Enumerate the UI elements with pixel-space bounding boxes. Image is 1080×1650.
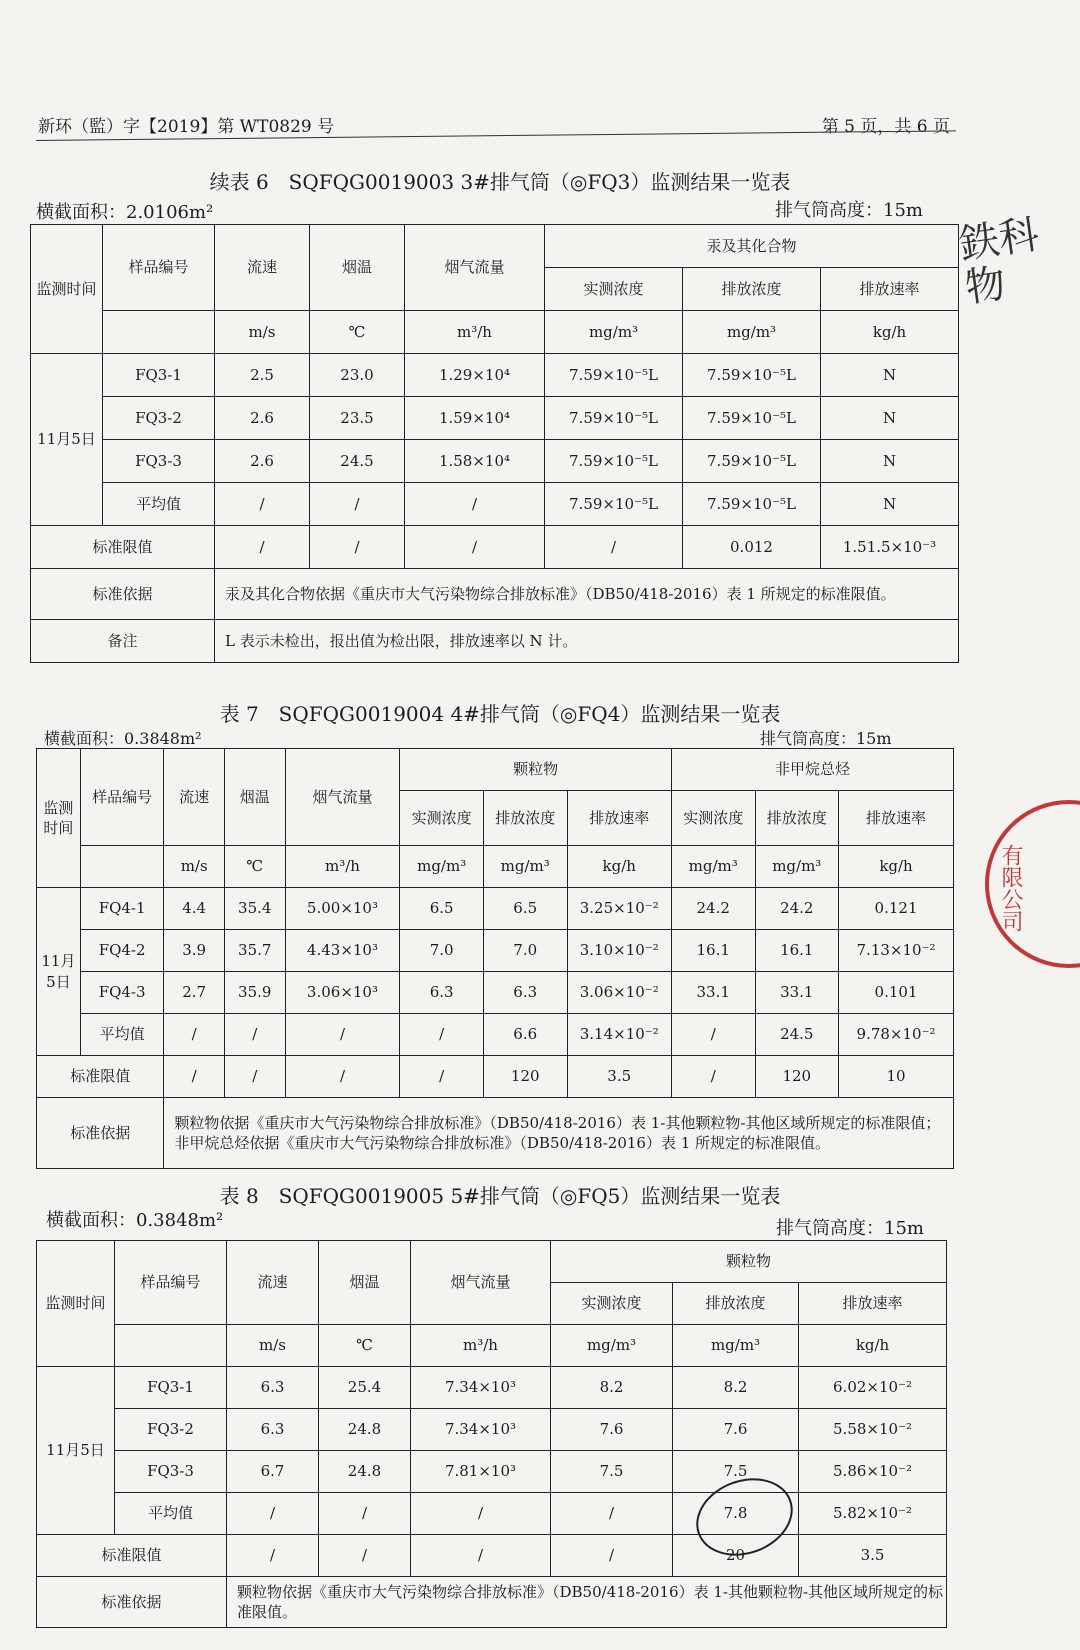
table7 (36, 748, 954, 1169)
table-cell: / (405, 526, 545, 569)
limit-label: 标准限值 (37, 1535, 227, 1577)
table-cell: / (551, 1535, 673, 1577)
table-cell: 33.1 (755, 972, 839, 1014)
header-emission: 排放浓度 (673, 1283, 799, 1325)
unit-blank (103, 311, 215, 354)
table-cell: 25.4 (319, 1367, 411, 1409)
unit-cell: mg/m³ (755, 846, 839, 888)
table-cell: / (227, 1535, 319, 1577)
table-cell: FQ3-3 (103, 440, 215, 483)
header-group-particulate: 颗粒物 (400, 749, 672, 791)
table6-area: 横截面积：2.0106m² (36, 202, 214, 223)
header-rate: 排放速率 (567, 791, 671, 846)
table-cell: / (319, 1535, 411, 1577)
unit-cell: ℃ (224, 846, 285, 888)
header-measured: 实测浓度 (671, 791, 755, 846)
table-cell: 33.1 (671, 972, 755, 1014)
table-cell: / (400, 1056, 484, 1098)
table6-height: 排气筒高度：15m (775, 200, 923, 221)
table-cell: 8.2 (551, 1367, 673, 1409)
unit-cell: m/s (215, 311, 310, 354)
unit-cell: m³/h (405, 311, 545, 354)
page-number: 第 5 页，共 6 页 (821, 117, 950, 137)
table-cell: 6.5 (483, 888, 567, 930)
header-temp: 烟温 (310, 225, 405, 311)
table-cell: 7.5 (673, 1451, 799, 1493)
table-cell: 7.59×10⁻⁵L (545, 354, 683, 397)
basis-label: 标准依据 (37, 1577, 227, 1628)
header-rate: 排放速率 (821, 268, 959, 311)
unit-cell: mg/m³ (400, 846, 484, 888)
table-cell: 5.58×10⁻² (799, 1409, 947, 1451)
table-cell: N (821, 354, 959, 397)
table-cell: 3.06×10³ (285, 972, 400, 1014)
table-cell: 3.06×10⁻² (567, 972, 671, 1014)
table-cell: / (545, 526, 683, 569)
header-speed: 流速 (215, 225, 310, 311)
table-cell: 24.2 (755, 888, 839, 930)
handwritten-annotation: 鉄科物 (956, 211, 1042, 312)
table-cell: 10 (839, 1056, 954, 1098)
table-cell: 5.00×10³ (285, 888, 400, 930)
unit-cell: kg/h (799, 1325, 947, 1367)
header-group-nmhc: 非甲烷总烃 (671, 749, 953, 791)
unit-cell: kg/h (567, 846, 671, 888)
unit-cell: ℃ (319, 1325, 411, 1367)
table-cell: / (164, 1014, 225, 1056)
table-cell: 1.29×10⁴ (405, 354, 545, 397)
table-cell: 120 (483, 1056, 567, 1098)
table-cell: 0.121 (839, 888, 954, 930)
header-flow: 烟气流量 (405, 225, 545, 311)
table-cell: 3.5 (567, 1056, 671, 1098)
table-cell: / (310, 483, 405, 526)
table-cell: 8.2 (673, 1367, 799, 1409)
table-cell: 35.4 (224, 888, 285, 930)
unit-cell: mg/m³ (673, 1325, 799, 1367)
basis-text: 颗粒物依据《重庆市大气污染物综合排放标准》（DB50/418-2016）表 1-其他颗粒物-其他区域所规定的标准限值。 (227, 1577, 947, 1628)
table-cell: / (671, 1056, 755, 1098)
basis-text: 汞及其化合物依据《重庆市大气污染物综合排放标准》（DB50/418-2016）表 1 所规定的标准限值。 (215, 569, 959, 620)
note-text: L 表示未检出，报出值为检出限，排放速率以 N 计。 (215, 620, 959, 663)
table-cell: 24.8 (319, 1451, 411, 1493)
unit-blank (80, 846, 164, 888)
table-cell: 4.4 (164, 888, 225, 930)
table-cell: 7.13×10⁻² (839, 930, 954, 972)
header-rate: 排放速率 (799, 1283, 947, 1325)
table-cell: 6.3 (400, 972, 484, 1014)
header-speed: 流速 (164, 749, 225, 846)
table-cell: 7.6 (551, 1409, 673, 1451)
unit-cell: mg/m³ (483, 846, 567, 888)
table-cell: / (215, 526, 310, 569)
table-cell: 6.3 (227, 1367, 319, 1409)
table-cell: FQ3-1 (115, 1367, 227, 1409)
table-cell: 7.59×10⁻⁵L (545, 483, 683, 526)
table-cell: / (285, 1014, 400, 1056)
table-cell: 1.51.5×10⁻³ (821, 526, 959, 569)
unit-cell: m/s (227, 1325, 319, 1367)
header-flow: 烟气流量 (411, 1241, 551, 1325)
table-cell: / (215, 483, 310, 526)
table-cell: / (400, 1014, 484, 1056)
table-cell: 0.012 (683, 526, 821, 569)
table-cell: N (821, 440, 959, 483)
header-measured: 实测浓度 (400, 791, 484, 846)
document-number: 新环（監）字【2019】第 WT0829 号 (38, 117, 335, 137)
table-cell: 3.14×10⁻² (567, 1014, 671, 1056)
table7-title: 表 7 SQFQG0019004 4#排气筒（◎FQ4）监测结果一览表 (219, 702, 781, 726)
table-cell: 0.101 (839, 972, 954, 1014)
table-cell: 5.86×10⁻² (799, 1451, 947, 1493)
table6 (30, 224, 959, 663)
table-cell: 6.3 (483, 972, 567, 1014)
table-cell: 120 (755, 1056, 839, 1098)
table-cell: 7.5 (551, 1451, 673, 1493)
table-cell: / (551, 1493, 673, 1535)
table-cell: 7.59×10⁻⁵L (683, 397, 821, 440)
table-cell: 平均值 (80, 1014, 164, 1056)
header-emission: 排放浓度 (683, 268, 821, 311)
table-cell: 2.6 (215, 440, 310, 483)
table7-height: 排气筒高度：15m (760, 729, 892, 748)
table-cell: 1.58×10⁴ (405, 440, 545, 483)
header-group-particulate: 颗粒物 (551, 1241, 947, 1283)
limit-label: 标准限值 (31, 526, 215, 569)
unit-cell: m³/h (285, 846, 400, 888)
header-temp: 烟温 (224, 749, 285, 846)
table-cell: / (285, 1056, 400, 1098)
table-cell: 24.8 (319, 1409, 411, 1451)
table-cell: N (821, 397, 959, 440)
table-cell: 7.59×10⁻⁵L (683, 483, 821, 526)
date-cell: 11月5日 (37, 1367, 115, 1535)
table-cell: / (164, 1056, 225, 1098)
table-cell: 7.0 (400, 930, 484, 972)
table-cell: 3.9 (164, 930, 225, 972)
table-cell: / (224, 1056, 285, 1098)
table-cell: 6.5 (400, 888, 484, 930)
header-sample: 样品编号 (103, 225, 215, 311)
table-cell: 24.2 (671, 888, 755, 930)
header-emission: 排放浓度 (483, 791, 567, 846)
table-cell: 7.59×10⁻⁵L (545, 397, 683, 440)
table-cell: 5.82×10⁻² (799, 1493, 947, 1535)
table-cell: / (224, 1014, 285, 1056)
unit-cell: mg/m³ (683, 311, 821, 354)
table-cell: / (310, 526, 405, 569)
limit-label: 标准限值 (37, 1056, 164, 1098)
unit-cell: kg/h (839, 846, 954, 888)
basis-label: 标准依据 (37, 1098, 164, 1169)
table-cell: 7.6 (673, 1409, 799, 1451)
table-cell: 7.59×10⁻⁵L (683, 440, 821, 483)
table-cell: 35.7 (224, 930, 285, 972)
table-cell: 4.43×10³ (285, 930, 400, 972)
table-cell: 2.6 (215, 397, 310, 440)
basis-text: 颗粒物依据《重庆市大气污染物综合排放标准》（DB50/418-2016）表 1-其他颗粒物-其他区域所规定的标准限值；非甲烷总烃依据《重庆市大气污染物综合排放标准》（DB50/418-2016）表 1 所规定的标准限值。 (164, 1098, 954, 1169)
table-cell: FQ4-1 (80, 888, 164, 930)
header-time: 监测时间 (37, 749, 81, 888)
table-cell: 7.0 (483, 930, 567, 972)
table-cell: 平均值 (103, 483, 215, 526)
table-cell: FQ3-2 (115, 1409, 227, 1451)
table-cell: 7.34×10³ (411, 1409, 551, 1451)
table-cell: 6.7 (227, 1451, 319, 1493)
header-sample: 样品编号 (115, 1241, 227, 1325)
table-cell: 7.34×10³ (411, 1367, 551, 1409)
table-cell: 6.02×10⁻² (799, 1367, 947, 1409)
unit-cell: mg/m³ (545, 311, 683, 354)
unit-cell: kg/h (821, 311, 959, 354)
unit-cell: m/s (164, 846, 225, 888)
table-cell: 16.1 (671, 930, 755, 972)
table-cell: 3.10×10⁻² (567, 930, 671, 972)
unit-cell: ℃ (310, 311, 405, 354)
table8-area: 横截面积：0.3848m² (46, 1210, 224, 1231)
table-cell: 24.5 (310, 440, 405, 483)
header-rate: 排放速率 (839, 791, 954, 846)
table-cell: 20 (673, 1535, 799, 1577)
table-cell: FQ3-3 (115, 1451, 227, 1493)
header-sample: 样品编号 (80, 749, 164, 846)
header-temp: 烟温 (319, 1241, 411, 1325)
table-cell: 35.9 (224, 972, 285, 1014)
table-cell: / (405, 483, 545, 526)
table-cell: 1.59×10⁴ (405, 397, 545, 440)
table-cell: / (411, 1493, 551, 1535)
table-cell: 9.78×10⁻² (839, 1014, 954, 1056)
header-measured: 实测浓度 (551, 1283, 673, 1325)
table-cell: 24.5 (755, 1014, 839, 1056)
table-cell: 7.59×10⁻⁵L (545, 440, 683, 483)
header-time: 监测时间 (37, 1241, 115, 1367)
header-speed: 流速 (227, 1241, 319, 1325)
table-cell: FQ4-2 (80, 930, 164, 972)
date-cell: 11月5日 (37, 888, 81, 1056)
unit-cell: mg/m³ (551, 1325, 673, 1367)
note-label: 备注 (31, 620, 215, 663)
date-cell: 11月5日 (31, 354, 103, 526)
table-cell: 平均值 (115, 1493, 227, 1535)
table-cell: 2.5 (215, 354, 310, 397)
basis-label: 标准依据 (31, 569, 215, 620)
table8-height: 排气筒高度：15m (776, 1218, 924, 1239)
table-cell: 3.25×10⁻² (567, 888, 671, 930)
stamp-text: 有限公司 (998, 844, 1023, 932)
header-group-mercury: 汞及其化合物 (545, 225, 959, 268)
table-cell: 23.0 (310, 354, 405, 397)
table-cell: FQ3-2 (103, 397, 215, 440)
header-emission: 排放浓度 (755, 791, 839, 846)
table-cell: 7.8 (673, 1493, 799, 1535)
company-stamp (985, 800, 1080, 968)
table-cell: FQ4-3 (80, 972, 164, 1014)
table-cell: 6.6 (483, 1014, 567, 1056)
table8 (36, 1240, 947, 1628)
unit-cell: m³/h (411, 1325, 551, 1367)
table-cell: 16.1 (755, 930, 839, 972)
table-cell: / (319, 1493, 411, 1535)
table-cell: 7.59×10⁻⁵L (683, 354, 821, 397)
header-measured: 实测浓度 (545, 268, 683, 311)
table8-title: 表 8 SQFQG0019005 5#排气筒（◎FQ5）监测结果一览表 (219, 1184, 781, 1208)
table-cell: 3.5 (799, 1535, 947, 1577)
unit-cell: mg/m³ (671, 846, 755, 888)
table-cell: 2.7 (164, 972, 225, 1014)
table-cell: 7.81×10³ (411, 1451, 551, 1493)
header-flow: 烟气流量 (285, 749, 400, 846)
table6-title: 续表 6 SQFQG0019003 3#排气筒（◎FQ3）监测结果一览表 (209, 170, 791, 194)
table-cell: / (227, 1493, 319, 1535)
table-cell: / (411, 1535, 551, 1577)
unit-blank (115, 1325, 227, 1367)
table-cell: 23.5 (310, 397, 405, 440)
table-cell: FQ3-1 (103, 354, 215, 397)
table-cell: 6.3 (227, 1409, 319, 1451)
table-cell: / (671, 1014, 755, 1056)
table7-area: 横截面积：0.3848m² (44, 729, 202, 748)
table-cell: N (821, 483, 959, 526)
header-time: 监测时间 (31, 225, 103, 354)
